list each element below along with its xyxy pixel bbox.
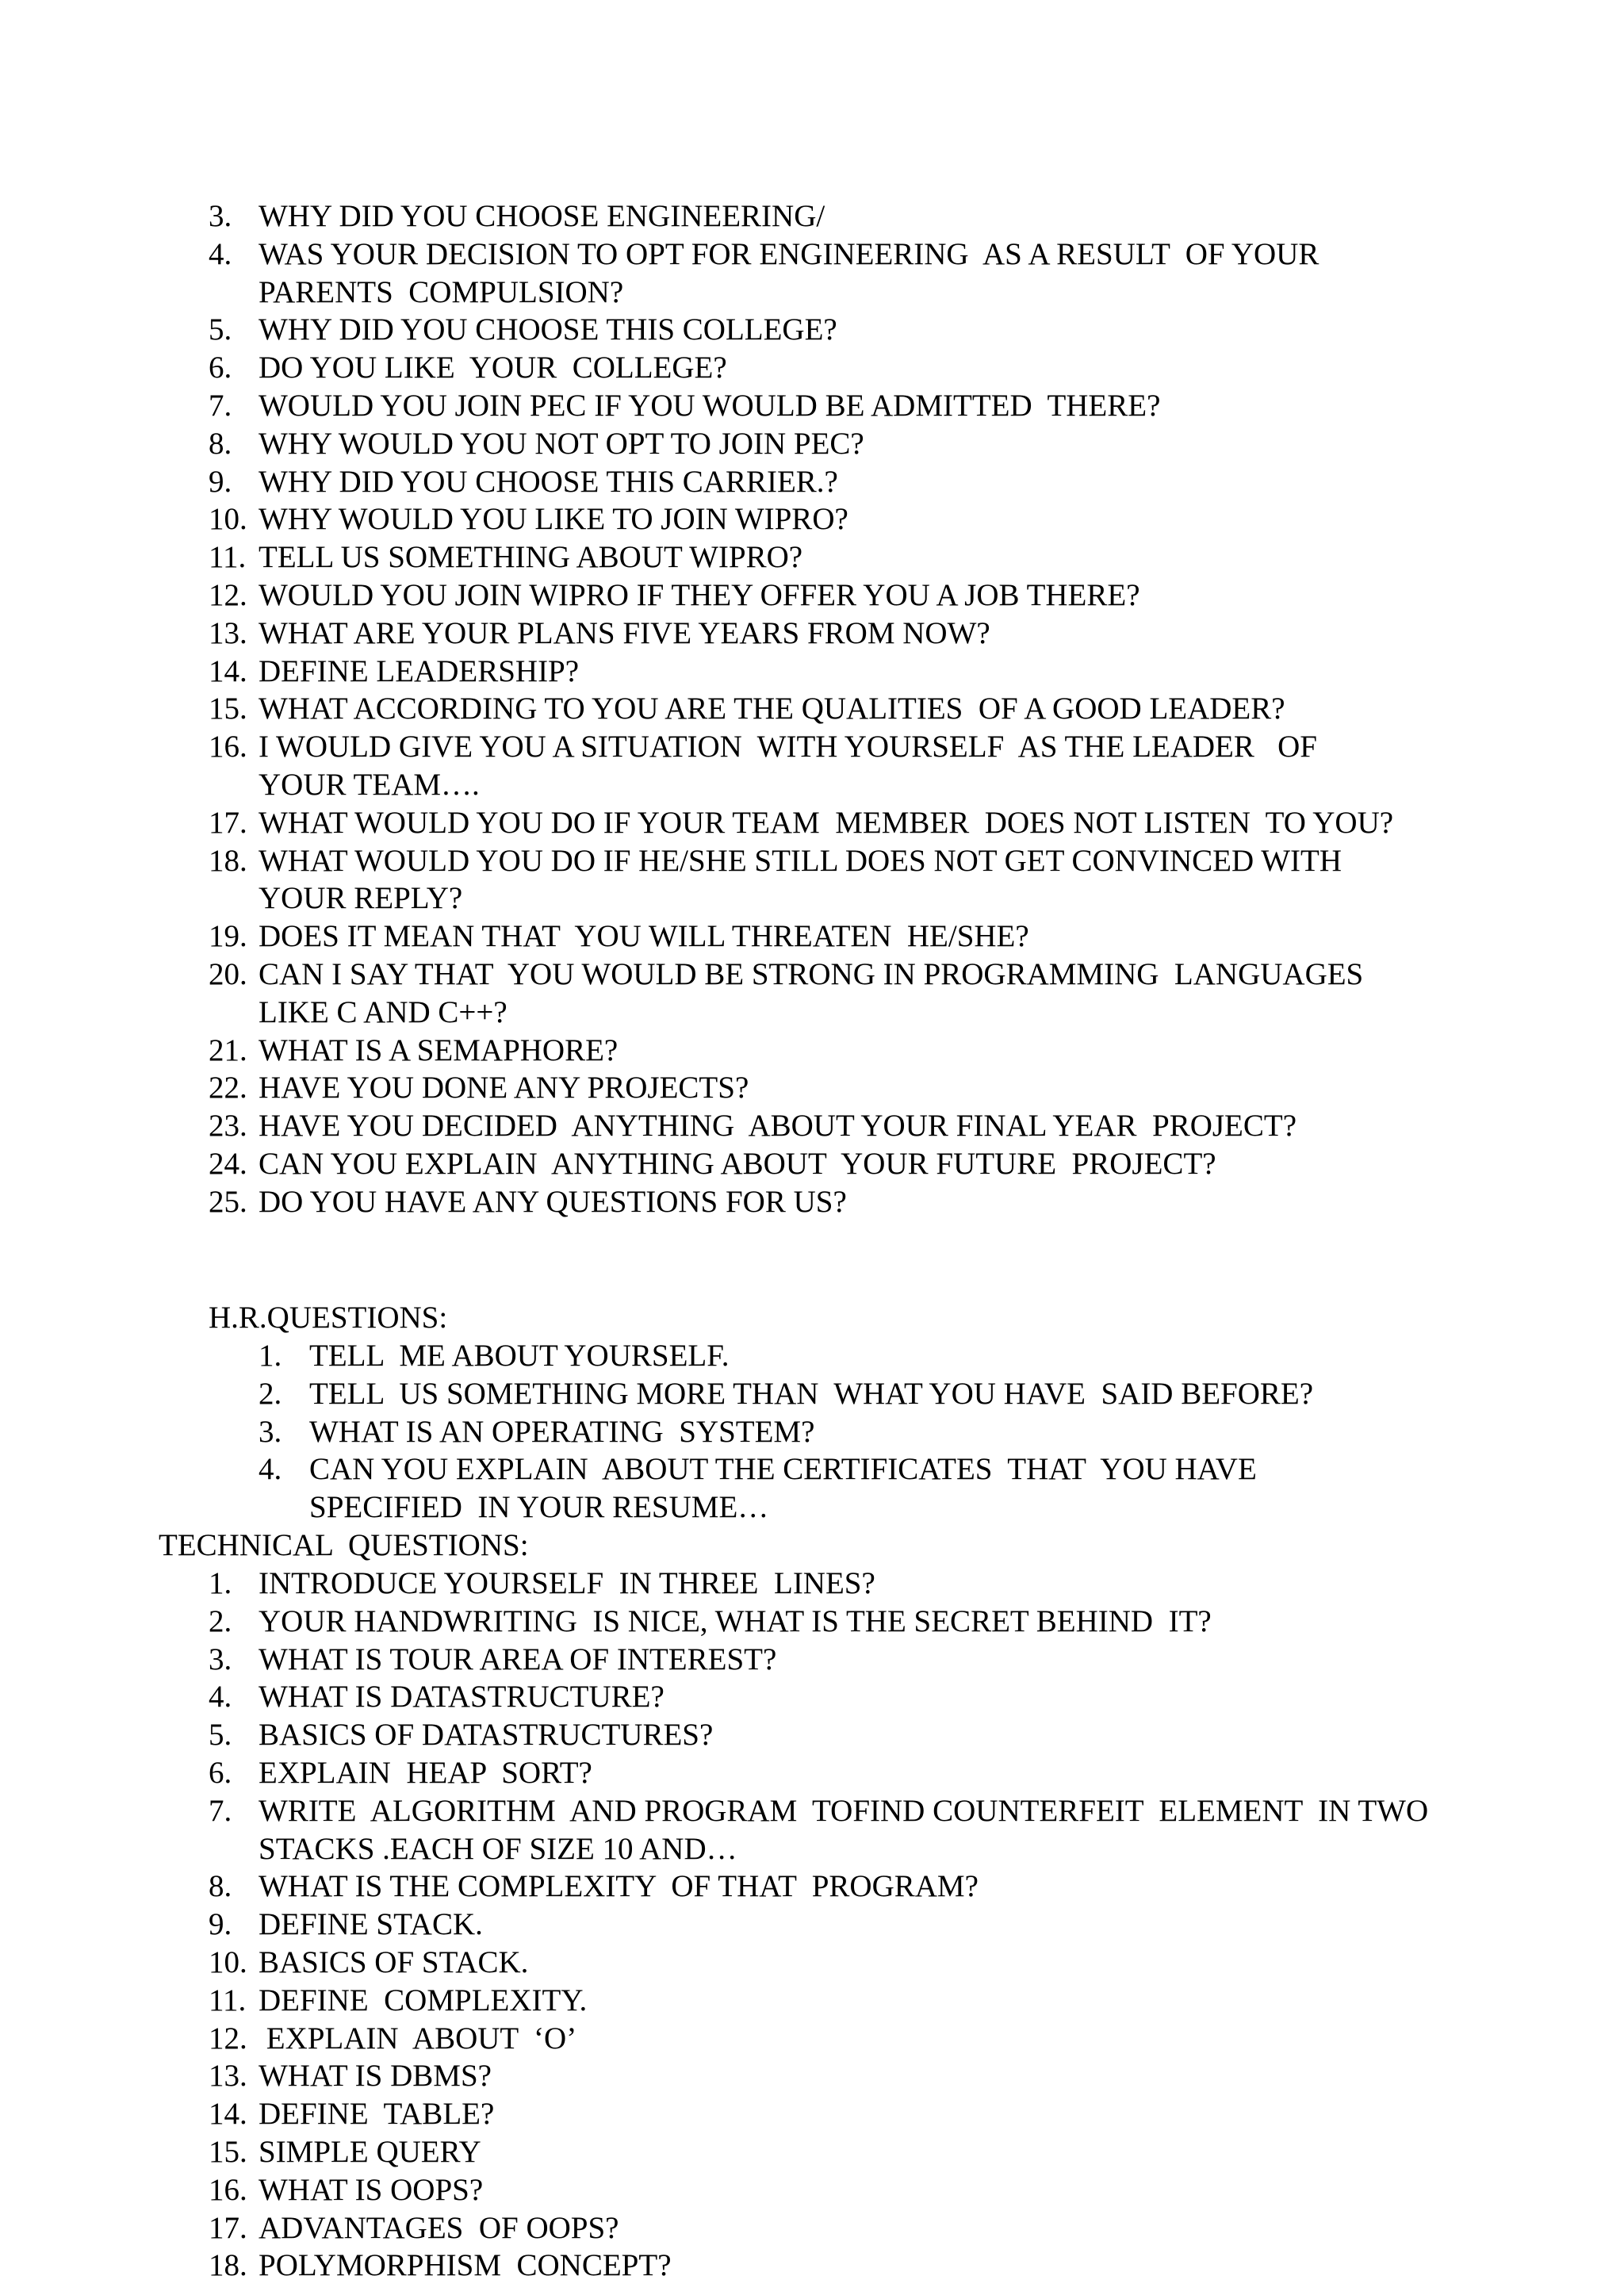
list-item-number: 6. bbox=[209, 1756, 232, 1790]
list-item-text: DEFINE LEADERSHIP? bbox=[259, 653, 580, 688]
list-item-text: WHAT WOULD YOU DO IF HE/SHE STILL DOES NOT GET CONVINCED WITH bbox=[259, 843, 1342, 878]
list-item-text: EXPLAIN HEAP SORT? bbox=[259, 1756, 592, 1790]
list-item-text: WHAT IS TOUR AREA OF INTEREST? bbox=[259, 1642, 777, 1676]
list-item-text: WHY DID YOU CHOOSE ENGINEERING/ bbox=[259, 199, 825, 233]
list-item-text: BASICS OF STACK. bbox=[259, 1945, 529, 1979]
list-item-text: DEFINE TABLE? bbox=[259, 2097, 495, 2132]
list-item-text: YOUR HANDWRITING IS NICE, WHAT IS THE SECRET BEHIND IT? bbox=[259, 1603, 1212, 1638]
list-item-text: TELL ME ABOUT YOURSELF. bbox=[309, 1339, 730, 1373]
list-item-number: 3. bbox=[209, 199, 232, 233]
list-item-number: 5. bbox=[209, 312, 232, 347]
list-item-text: DEFINE COMPLEXITY. bbox=[259, 1983, 588, 2017]
list-item-number: 4. bbox=[259, 1452, 282, 1487]
hr-questions-heading: H.R.QUESTIONS: bbox=[209, 1301, 448, 1335]
list-item-number: 1. bbox=[259, 1339, 282, 1373]
list-item-number: 12. bbox=[209, 2021, 247, 2056]
list-item-text: TELL US SOMETHING MORE THAN WHAT YOU HAVE SAID BEFORE? bbox=[309, 1376, 1314, 1411]
list-item-text: WHAT WOULD YOU DO IF YOUR TEAM MEMBER DOES NOT LISTEN TO YOU? bbox=[259, 805, 1394, 840]
list-item-number: 1. bbox=[209, 1566, 232, 1600]
list-item-text: WHAT IS DBMS? bbox=[259, 2059, 492, 2094]
list-item-number: 3. bbox=[259, 1414, 282, 1449]
list-item-number: 19. bbox=[209, 919, 247, 954]
list-item-number: 15. bbox=[209, 692, 247, 726]
list-item-number: 11. bbox=[209, 1983, 247, 2017]
list-item-text: STACKS .EACH OF SIZE 10 AND… bbox=[259, 1831, 737, 1866]
list-item-number: 20. bbox=[209, 957, 247, 991]
list-item-number: 14. bbox=[209, 653, 247, 688]
list-item-number: 24. bbox=[209, 1147, 247, 1181]
list-item-text: WHY WOULD YOU NOT OPT TO JOIN PEC? bbox=[259, 426, 864, 461]
list-item-text: DEFINE STACK. bbox=[259, 1907, 483, 1942]
list-item-number: 18. bbox=[209, 2248, 247, 2283]
list-item-number: 3. bbox=[209, 1642, 232, 1676]
list-item-number: 10. bbox=[209, 1945, 247, 1979]
list-item-text: TELL US SOMETHING ABOUT WIPRO? bbox=[259, 540, 803, 575]
list-item-text: EXPLAIN ABOUT ‘O’ bbox=[259, 2021, 577, 2056]
list-item-number: 8. bbox=[209, 426, 232, 461]
list-item-number: 13. bbox=[209, 615, 247, 650]
list-item-text: YOUR REPLY? bbox=[259, 881, 463, 916]
list-item-number: 15. bbox=[209, 2135, 247, 2169]
list-item-text: WHAT IS THE COMPLEXITY OF THAT PROGRAM? bbox=[259, 1869, 979, 1904]
list-item-number: 8. bbox=[209, 1869, 232, 1904]
list-item-text: WHAT ACCORDING TO YOU ARE THE QUALITIES OF A GOOD LEADER? bbox=[259, 692, 1285, 726]
list-item-text: DOES IT MEAN THAT YOU WILL THREATEN HE/SHE? bbox=[259, 919, 1029, 954]
list-item-number: 13. bbox=[209, 2059, 247, 2094]
list-item-text: WHY DID YOU CHOOSE THIS CARRIER.? bbox=[259, 464, 838, 499]
list-item-text: CAN I SAY THAT YOU WOULD BE STRONG IN PROGRAMMING LANGUAGES bbox=[259, 957, 1364, 991]
list-item-text: POLYMORPHISM CONCEPT? bbox=[259, 2248, 672, 2283]
list-item-number: 22. bbox=[209, 1071, 247, 1105]
list-item-number: 23. bbox=[209, 1109, 247, 1144]
list-item-number: 4. bbox=[209, 236, 232, 271]
list-item-text: SPECIFIED IN YOUR RESUME… bbox=[309, 1490, 769, 1525]
list-item-text: HAVE YOU DECIDED ANYTHING ABOUT YOUR FINAL YEAR PROJECT? bbox=[259, 1109, 1297, 1144]
list-item-text: HAVE YOU DONE ANY PROJECTS? bbox=[259, 1071, 749, 1105]
list-item-number: 10. bbox=[209, 502, 247, 537]
list-item-number: 9. bbox=[209, 1907, 232, 1942]
list-item-text: I WOULD GIVE YOU A SITUATION WITH YOURSELF AS THE LEADER OF bbox=[259, 730, 1317, 764]
list-item-number: 4. bbox=[209, 1680, 232, 1715]
list-item-text: WHAT ARE YOUR PLANS FIVE YEARS FROM NOW? bbox=[259, 615, 990, 650]
list-item-number: 2. bbox=[209, 1603, 232, 1638]
list-item-number: 5. bbox=[209, 1718, 232, 1753]
list-item-number: 7. bbox=[209, 1793, 232, 1828]
list-item-number: 16. bbox=[209, 730, 247, 764]
list-item-text: WOULD YOU JOIN WIPRO IF THEY OFFER YOU A JOB THERE? bbox=[259, 578, 1140, 612]
list-item-number: 21. bbox=[209, 1033, 247, 1067]
list-item-text: WAS YOUR DECISION TO OPT FOR ENGINEERING AS A RESULT OF YOUR bbox=[259, 236, 1320, 271]
list-item-text: WHY DID YOU CHOOSE THIS COLLEGE? bbox=[259, 312, 837, 347]
list-item-text: DO YOU LIKE YOUR COLLEGE? bbox=[259, 351, 727, 385]
list-item-text: PARENTS COMPULSION? bbox=[259, 274, 624, 309]
list-item-text: ADVANTAGES OF OOPS? bbox=[259, 2210, 619, 2245]
list-item-text: SIMPLE QUERY bbox=[259, 2135, 481, 2169]
list-item-number: 9. bbox=[209, 464, 232, 499]
list-item-text: WHAT IS AN OPERATING SYSTEM? bbox=[309, 1414, 815, 1449]
list-item-text: CAN YOU EXPLAIN ANYTHING ABOUT YOUR FUTURE PROJECT? bbox=[259, 1147, 1216, 1181]
list-item-text: YOUR TEAM…. bbox=[259, 768, 480, 802]
list-item-text: WHY WOULD YOU LIKE TO JOIN WIPRO? bbox=[259, 502, 848, 537]
list-item-text: WRITE ALGORITHM AND PROGRAM TOFIND COUNTERFEIT ELEMENT IN TWO bbox=[259, 1793, 1429, 1828]
list-item-text: WHAT IS OOPS? bbox=[259, 2172, 484, 2207]
list-item-number: 2. bbox=[259, 1376, 282, 1411]
list-item-text: BASICS OF DATASTRUCTURES? bbox=[259, 1718, 714, 1753]
list-item-text: INTRODUCE YOURSELF IN THREE LINES? bbox=[259, 1566, 875, 1600]
list-item-number: 11. bbox=[209, 540, 247, 575]
list-item-text: WHAT IS A SEMAPHORE? bbox=[259, 1033, 619, 1067]
list-item-number: 14. bbox=[209, 2097, 247, 2132]
list-item-number: 25. bbox=[209, 1184, 247, 1219]
list-item-text: DO YOU HAVE ANY QUESTIONS FOR US? bbox=[259, 1184, 847, 1219]
list-item-number: 7. bbox=[209, 389, 232, 423]
list-item-number: 17. bbox=[209, 805, 247, 840]
list-item-number: 6. bbox=[209, 351, 232, 385]
list-item-text: WHAT IS DATASTRUCTURE? bbox=[259, 1680, 665, 1715]
list-item-number: 16. bbox=[209, 2172, 247, 2207]
list-item-number: 12. bbox=[209, 578, 247, 612]
list-item-text: CAN YOU EXPLAIN ABOUT THE CERTIFICATES THAT YOU HAVE bbox=[309, 1452, 1257, 1487]
list-item-number: 17. bbox=[209, 2210, 247, 2245]
list-item-text: LIKE C AND C++? bbox=[259, 994, 508, 1029]
list-item-number: 18. bbox=[209, 843, 247, 878]
list-item-text: WOULD YOU JOIN PEC IF YOU WOULD BE ADMITTED THERE? bbox=[259, 389, 1161, 423]
technical-questions-heading: TECHNICAL QUESTIONS: bbox=[159, 1528, 529, 1562]
